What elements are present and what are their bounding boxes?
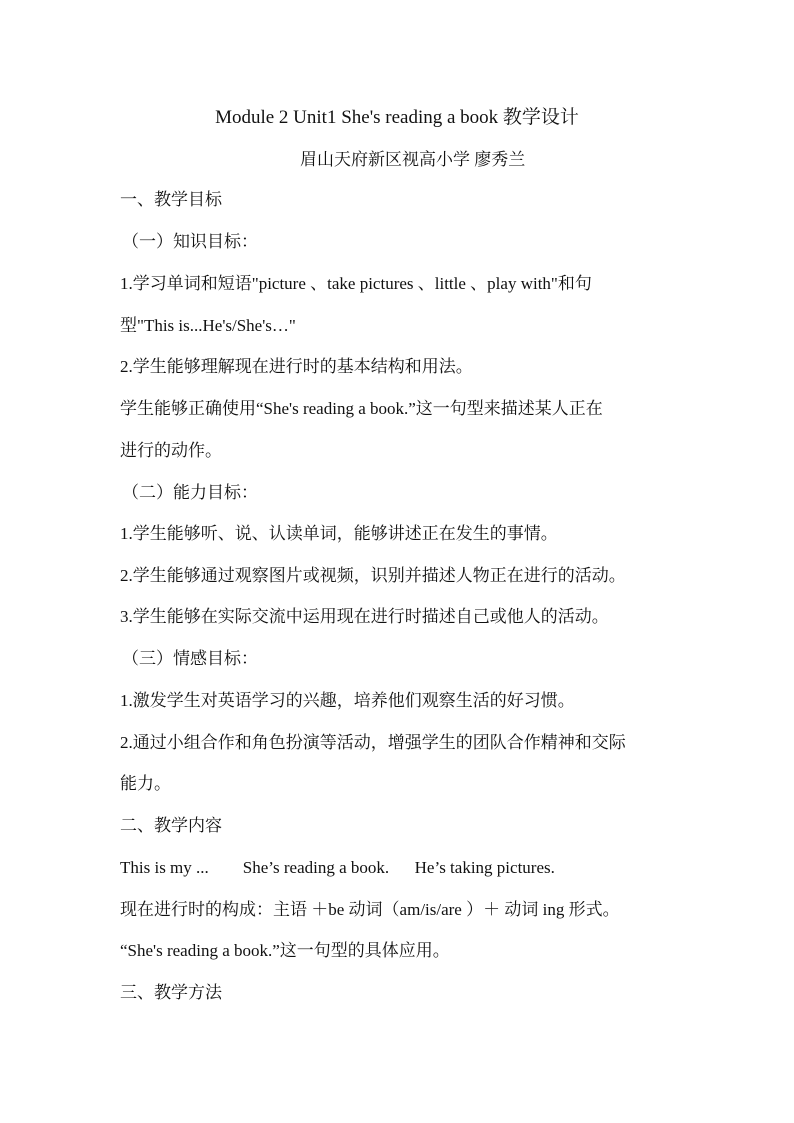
paragraph-line: 1.学习单词和短语"picture 、take pictures 、little 、play with"和句 bbox=[120, 274, 592, 293]
paragraph-line: 现在进行时的构成：主语 ＋be 动词（am/is/are ）＋ 动词 ing 形式。 bbox=[120, 900, 620, 919]
paragraph-line: 2.学生能够理解现在进行时的基本结构和用法。 bbox=[120, 357, 473, 376]
subheading-ability: （二）能力目标： bbox=[122, 483, 258, 502]
paragraph-line: 进行的动作。 bbox=[120, 441, 222, 460]
subheading-knowledge: （一）知识目标： bbox=[122, 232, 258, 251]
paragraph-line: 2.通过小组合作和角色扮演等活动，增强学生的团队合作精神和交际 bbox=[120, 733, 626, 752]
paragraph-line: 1.激发学生对英语学习的兴趣，培养他们观察生活的好习惯。 bbox=[120, 691, 575, 710]
section-heading-content: 二、教学内容 bbox=[120, 816, 222, 835]
paragraph-line: 学生能够正确使用“She's reading a book.”这一句型来描述某人正在 bbox=[120, 399, 603, 418]
document-title: Module 2 Unit1 She's reading a book 教学设计 bbox=[215, 107, 579, 128]
paragraph-line: 1.学生能够听、说、认读单词，能够讲述正在发生的事情。 bbox=[120, 524, 558, 543]
section-heading-method: 三、教学方法 bbox=[120, 983, 222, 1002]
paragraph-line: “She's reading a book.”这一句型的具体应用。 bbox=[120, 941, 450, 960]
subheading-emotion: （三）情感目标： bbox=[122, 649, 258, 668]
paragraph-line: 2.学生能够通过观察图片或视频，识别并描述人物正在进行的活动。 bbox=[120, 566, 626, 585]
section-heading-goals: 一、教学目标 bbox=[120, 190, 222, 209]
paragraph-line: 能力。 bbox=[120, 774, 171, 793]
paragraph-line: 3.学生能够在实际交流中运用现在进行时描述自己或他人的活动。 bbox=[120, 607, 609, 626]
paragraph-line: 型"This is...He's/She's…" bbox=[120, 316, 296, 335]
paragraph-line: This is my ... She’s reading a book. He’s taking pictures. bbox=[120, 858, 555, 877]
document-author: 眉山天府新区视高小学 廖秀兰 bbox=[300, 150, 526, 169]
